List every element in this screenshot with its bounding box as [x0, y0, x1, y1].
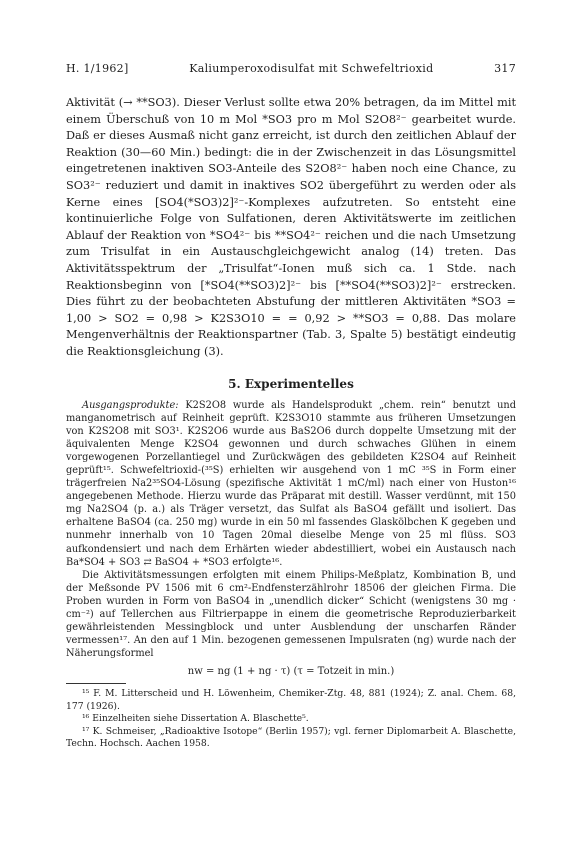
measurement-paragraph: Die Aktivitätsmessungen erfolgten mit einem Philips-Meßplatz, Kombination B, und der Meßsonde PV 1506 mit 6 cm²-Endfensterzählrohr 18506 der gleichen Firma. Die Proben wurden in Form von BaSO4 in „unendlich dicker“ Schicht (wenigstens 30 mg · cm⁻²) auf Tellerchen aus Filtrierpappe in einem die geometrische Reproduzierbarkeit gewährleistenden Messingblock und unter Ausblendung der unscharfen Ränder vermessen¹⁷. An den auf 1 Min. bezogenen gemessenen Impulsraten (ng) wurde nach der Näherungsformel — [66, 569, 516, 660]
footnote: ¹⁷ K. Schmeiser, „Radioaktive Isotope“ (Berlin 1957); vgl. ferner Diplomarbeit A. Blaschette, Techn. Hochsch. Aachen 1958. — [66, 725, 516, 750]
dead-time-formula: nw = ng (1 + ng · τ) (τ = Totzeit in min.) — [187, 666, 395, 678]
footnote: ¹⁵ F. M. Litterscheid und H. Löwenheim, Chemiker-Ztg. 48, 881 (1924); Z. anal. Chem. 68, 177 (1926). — [66, 688, 516, 712]
running-head — [66, 62, 516, 75]
paragraph-lead: Ausgangsprodukte: — [82, 399, 179, 411]
footnote-divider — [66, 683, 126, 684]
starting-materials-paragraph — [66, 399, 516, 569]
paragraph-text: K2S2O8 wurde als Handelsprodukt „chem. rein“ benutzt und manganometrisch auf Reinheit geprüft. K2S3O10 stammte aus früheren Umsetzungen von K2S2O8 mit SO3¹. K2S2O6 wurde aus BaS2O6 durch doppelte Umsetzung mit der äquivalenten Menge K2SO4 gewonnen und durch schwaches Glühen in einem vorgewogenen Porzellantiegel und Zurückwägen des gebildeten K2SO4 auf Reinheit geprüft¹⁵. Schwefeltrioxid-(³⁵S) erhielten wir ausgehend von 1 mC ³⁵S in Form einer trägerfreien Na2³⁵SO4-Lösung (spezifische Aktivität 1 mC/ml) nach einer von Huston¹⁶ angegebenen Methode. Hierzu wurde das Präparat mit destill. Wasser verdünnt, mit 150 mg Na2SO4 (p. a.) als Träger versetzt, das Sulfat als BaSO4 gefällt und isoliert. Das erhaltene BaSO4 (ca. 250 mg) wurde in ein 50 ml fassendes Glaskölbchen K gegeben und nunmehr innerhalb von 10 Tagen 20mal dieselbe Menge von 25 ml flüss. SO3 aufkondensiert und nach dem Erhärten wieder abdestilliert, wobei ein Austausch nach Ba*SO4 + SO3 ⇄ BaSO4 + *SO3 erfolgte¹⁶. — [66, 399, 516, 568]
running-title: Kaliumperoxodisulfat mit Schwefeltrioxid — [189, 62, 434, 75]
footnote: ¹⁶ Einzelheiten siehe Dissertation A. Blaschette⁵. — [82, 713, 309, 725]
journal-issue: H. 1/1962] — [66, 62, 129, 75]
discussion-paragraph: Aktivität (→ **SO3). Dieser Verlust sollte etwa 20% betragen, da im Mittel mit einem Überschuß von 10 m Mol *SO3 pro m Mol S2O8²⁻ gearbeitet wurde. Daß er dieses Ausmaß nicht ganz erreicht, ist durch den zeitlichen Ablauf der Reaktion (30—60 Min.) bedingt: die in der Zwischenzeit in das Lösungsmittel eingetretenen inaktiven SO3-Anteile des S2O8²⁻ haben noch eine Chance, zu SO3²⁻ reduziert und damit in inaktives SO2 übergeführt zu werden oder als Kerne eines [SO4(*SO3)2]²⁻-Komplexes aufzutreten. So entsteht eine kontinuierliche Folge von Sulfationen, deren Aktivitätswerte im zeitlichen Ablauf der Reaktion von *SO4²⁻ bis **SO4²⁻ reichen und die nach Umsetzung zum Trisulfat in ein Austauschgleichgewicht analog (14) treten. Das Aktivitätsspektrum der „Trisulfat“-Ionen muß sich ca. 1 Stde. nach Reaktionsbeginn von [*SO4(**SO3)2]²⁻ bis [**SO4(**SO3)2]²⁻ erstrecken. Dies führt zu der beobachteten Abstufung der mittleren Aktivitäten *SO3 = 1,00 > SO2 = 0,98 > K2S3O10 = = 0,92 > **SO3 = 0,88. Das molare Mengenverhältnis der Reaktionspartner (Tab. 3, Spalte 5) bestätigt eindeutig die Reaktionsgleichung (3). — [66, 96, 516, 358]
page-number: 317 — [494, 62, 516, 75]
section-heading: 5. Experimentelles — [228, 376, 354, 391]
